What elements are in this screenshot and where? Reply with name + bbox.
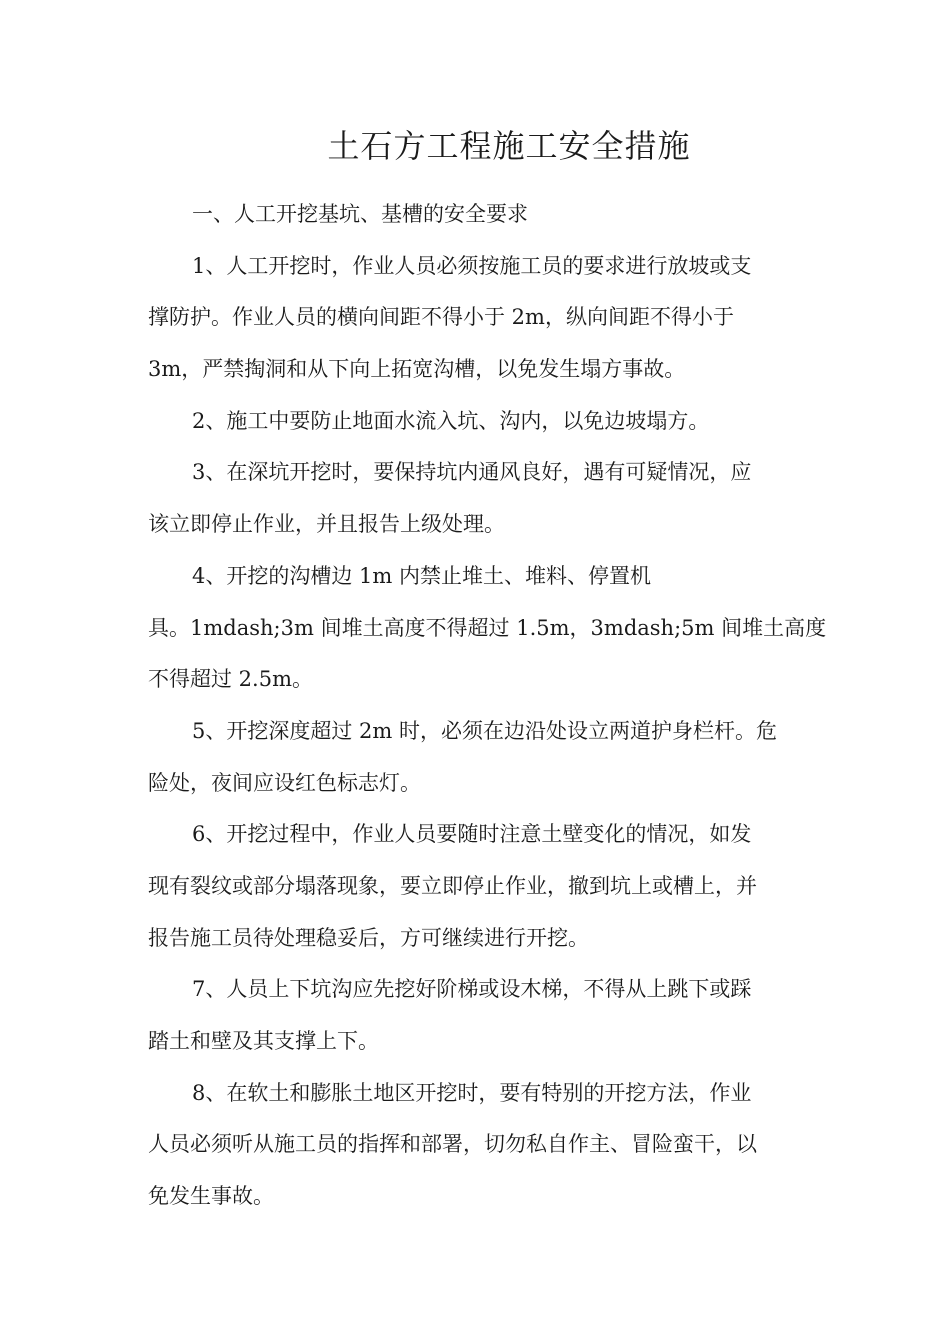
- text-line: 7、人员上下坑沟应先挖好阶梯或设木梯，不得从上跳下或踩: [192, 977, 752, 1002]
- text-line: 免发生事故。: [148, 1184, 274, 1209]
- text-line: 险处，夜间应设红色标志灯。: [148, 770, 421, 795]
- text-line: 2、施工中要防止地面水流入坑、沟内，以免边坡塌方。: [192, 408, 710, 433]
- text-line: 1、人工开挖时，作业人员必须按施工员的要求进行放坡或支: [192, 253, 752, 278]
- text-line: 5、开挖深度超过 2m 时，必须在边沿处设立两道护身栏杆。危: [192, 718, 777, 743]
- text-line: 具。1mdash;3m 间堆土高度不得超过 1.5m，3mdash;5m 间堆土高度: [148, 615, 827, 640]
- text-line: 该立即停止作业，并且报告上级处理。: [148, 512, 505, 537]
- text-line: 3、在深坑开挖时，要保持坑内通风良好，遇有可疑情况，应: [192, 460, 752, 485]
- text-line: 踏土和壁及其支撑上下。: [148, 1029, 379, 1053]
- text-line: 一、人工开挖基坑、基槽的安全要求: [192, 202, 528, 226]
- document-body: [148, 189, 827, 1223]
- text-line: 人员必须听从施工员的指挥和部署，切勿私自作主、冒险蛮干，以: [148, 1132, 757, 1157]
- text-line: 6、开挖过程中，作业人员要随时注意土壁变化的情况，如发: [192, 822, 752, 847]
- text-line: 撑防护。作业人员的横向间距不得小于 2m，纵向间距不得小于: [148, 305, 734, 330]
- text-line: 不得超过 2.5m。: [148, 667, 313, 692]
- text-line: 8、在软土和膨胀土地区开挖时，要有特别的开挖方法，作业: [192, 1080, 752, 1105]
- text-line: 3m，严禁掏洞和从下向上拓宽沟槽，以免发生塌方事故。: [148, 357, 686, 382]
- text-line: 现有裂纹或部分塌落现象，要立即停止作业，撤到坑上或槽上，并: [148, 873, 757, 898]
- text-line: 4、开挖的沟槽边 1m 内禁止堆土、堆料、停置机: [192, 563, 651, 588]
- text-line: 报告施工员待处理稳妥后，方可继续进行开挖。: [148, 925, 589, 950]
- document-title: 土石方工程施工安全措施: [327, 127, 691, 165]
